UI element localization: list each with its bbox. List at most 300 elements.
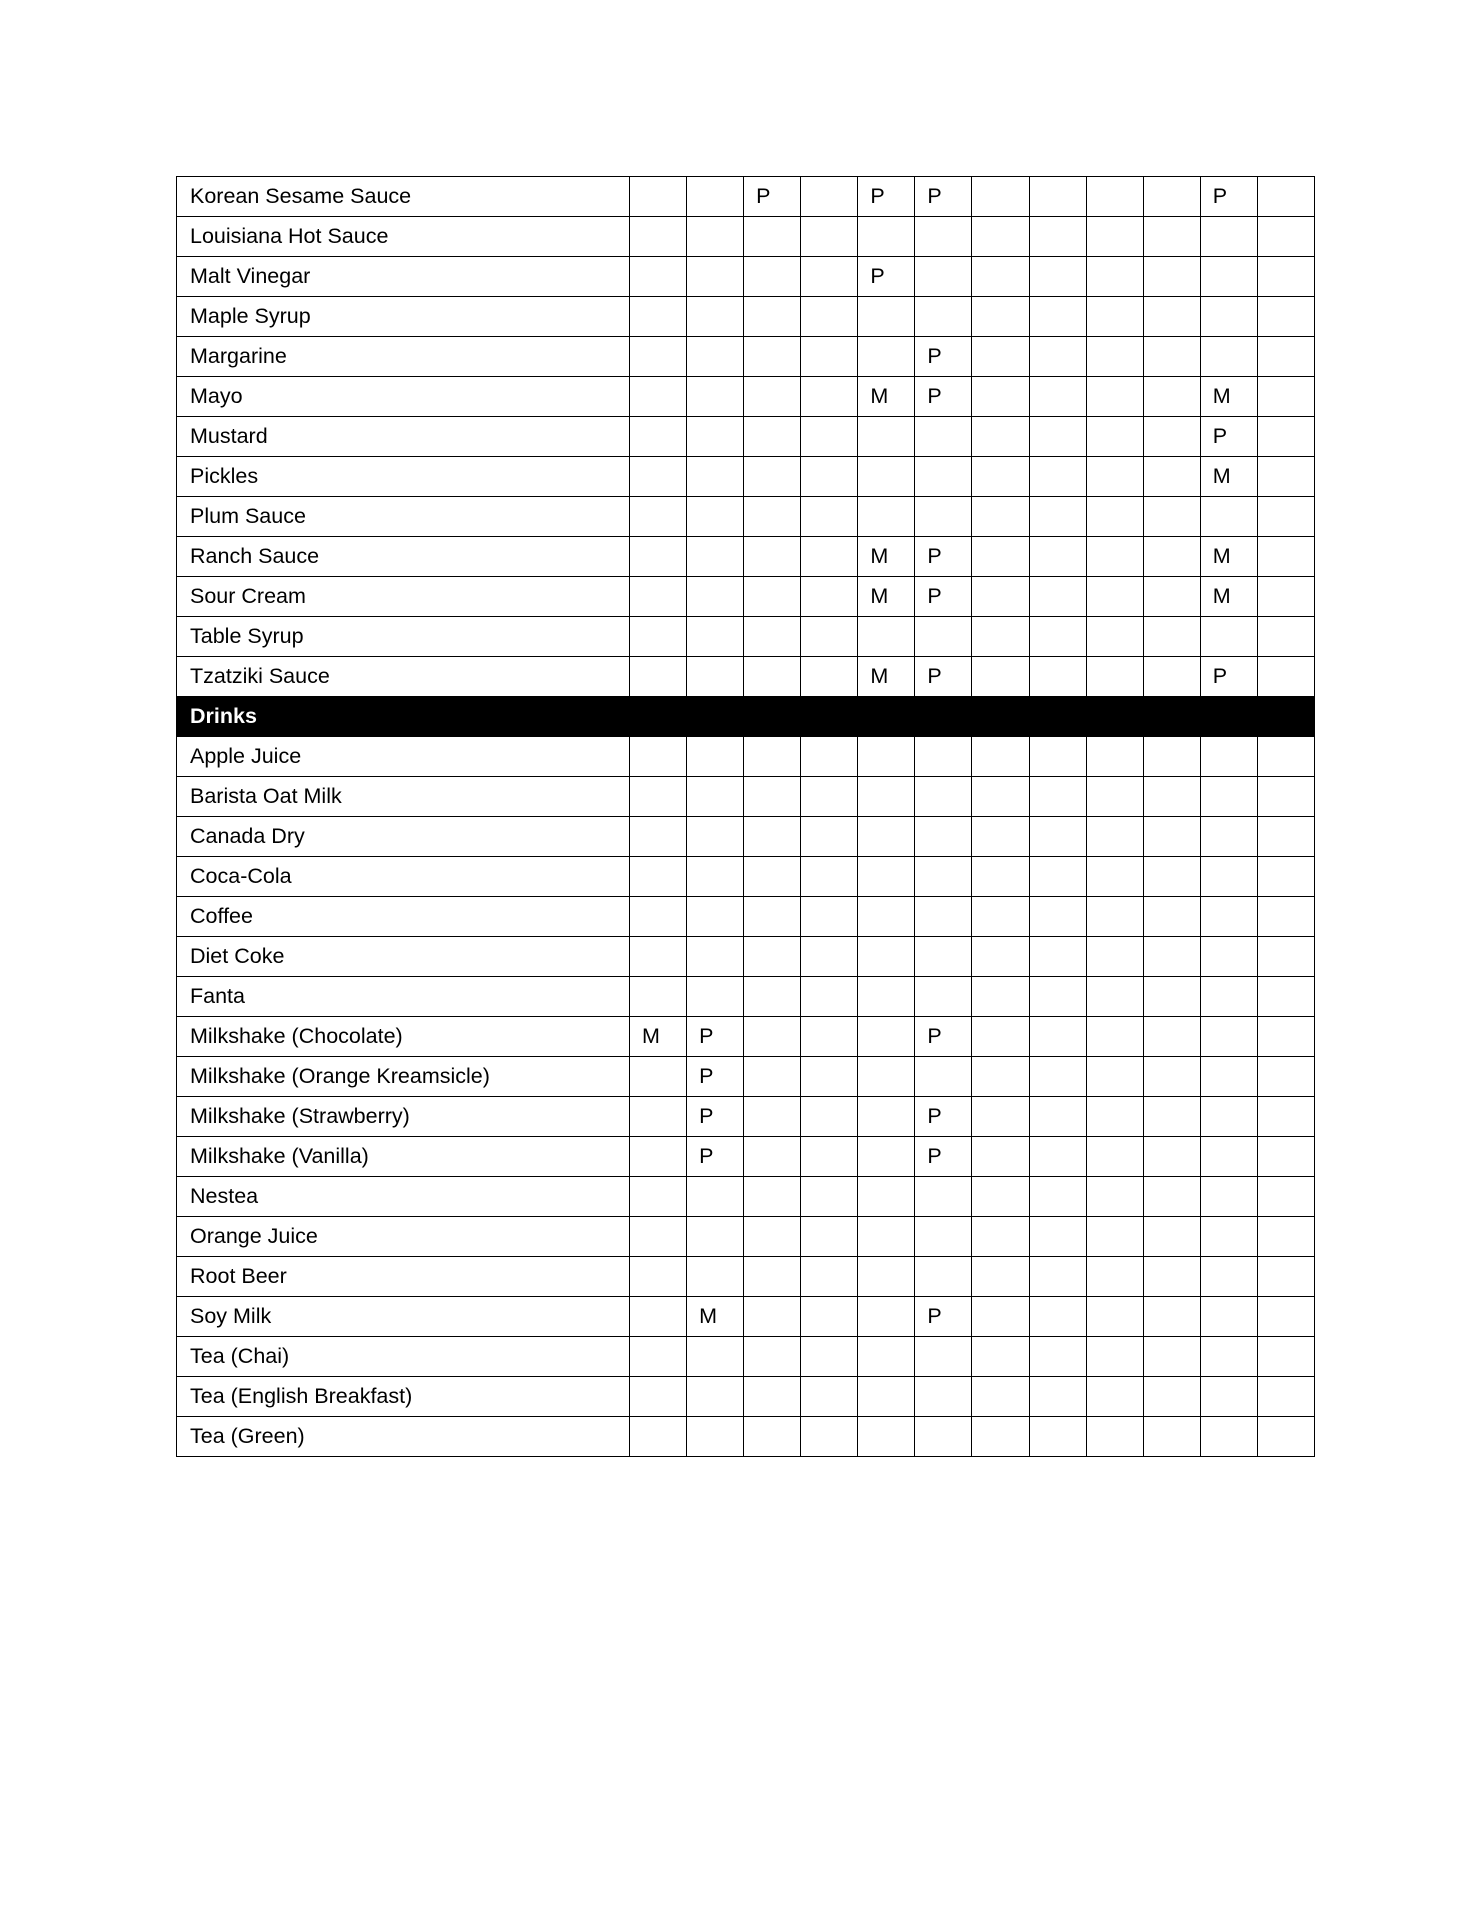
allergen-cell: P <box>1200 417 1257 457</box>
item-name: Nestea <box>177 1177 630 1217</box>
allergen-cell <box>744 337 801 377</box>
allergen-cell <box>1143 777 1200 817</box>
allergen-cell <box>915 617 972 657</box>
item-name: Mustard <box>177 417 630 457</box>
allergen-cell: P <box>915 1137 972 1177</box>
allergen-cell <box>1257 417 1314 457</box>
allergen-cell <box>687 817 744 857</box>
allergen-cell <box>1257 297 1314 337</box>
allergen-cell <box>1029 457 1086 497</box>
allergen-cell <box>1029 1097 1086 1137</box>
allergen-cell <box>1257 897 1314 937</box>
table-row <box>177 1217 1315 1257</box>
allergen-cell <box>1143 817 1200 857</box>
allergen-cell <box>1029 537 1086 577</box>
allergen-cell <box>744 257 801 297</box>
allergen-cell <box>858 1417 915 1457</box>
item-name: Tea (Green) <box>177 1417 630 1457</box>
allergen-cell <box>972 497 1029 537</box>
allergen-cell <box>1200 737 1257 777</box>
item-name: Milkshake (Chocolate) <box>177 1017 630 1057</box>
allergen-cell <box>858 457 915 497</box>
allergen-cell <box>1086 1217 1143 1257</box>
allergen-cell <box>744 1377 801 1417</box>
allergen-cell <box>1257 1217 1314 1257</box>
allergen-cell <box>972 1337 1029 1377</box>
allergen-cell <box>801 297 858 337</box>
allergen-cell <box>1257 817 1314 857</box>
allergen-cell <box>858 777 915 817</box>
allergen-cell <box>915 1377 972 1417</box>
item-name: Orange Juice <box>177 1217 630 1257</box>
allergen-cell <box>744 857 801 897</box>
allergen-cell <box>1086 297 1143 337</box>
allergen-cell <box>687 577 744 617</box>
allergen-cell <box>744 217 801 257</box>
allergen-cell <box>858 1057 915 1097</box>
allergen-cell <box>1029 657 1086 697</box>
table-row <box>177 217 1315 257</box>
allergen-cell <box>915 497 972 537</box>
allergen-cell <box>630 1417 687 1457</box>
allergen-cell: P <box>915 177 972 217</box>
allergen-cell <box>972 617 1029 657</box>
allergen-cell <box>1029 817 1086 857</box>
allergen-cell <box>1143 537 1200 577</box>
allergen-cell <box>1200 217 1257 257</box>
allergen-cell <box>1257 617 1314 657</box>
table-row <box>177 1057 1315 1097</box>
allergen-cell <box>1029 1217 1086 1257</box>
allergen-cell <box>1200 297 1257 337</box>
allergen-cell: P <box>915 1097 972 1137</box>
table-row <box>177 737 1315 777</box>
allergen-cell <box>1086 977 1143 1017</box>
allergen-cell <box>744 1337 801 1377</box>
allergen-cell <box>1143 617 1200 657</box>
allergen-cell <box>1029 737 1086 777</box>
allergen-cell <box>744 537 801 577</box>
allergen-cell <box>1086 257 1143 297</box>
allergen-cell <box>972 377 1029 417</box>
allergen-cell <box>687 177 744 217</box>
item-name: Milkshake (Orange Kreamsicle) <box>177 1057 630 1097</box>
allergen-cell <box>687 537 744 577</box>
allergen-cell <box>801 577 858 617</box>
allergen-cell <box>630 217 687 257</box>
allergen-cell <box>1143 417 1200 457</box>
allergen-cell <box>915 1057 972 1097</box>
allergen-cell <box>687 1177 744 1217</box>
allergen-cell <box>1086 617 1143 657</box>
allergen-cell <box>687 377 744 417</box>
allergen-cell <box>1086 1177 1143 1217</box>
allergen-cell: M <box>687 1297 744 1337</box>
allergen-cell: M <box>1200 377 1257 417</box>
allergen-cell <box>858 1257 915 1297</box>
allergen-cell <box>801 737 858 777</box>
allergen-cell: M <box>858 577 915 617</box>
allergen-cell <box>1086 737 1143 777</box>
allergen-cell: P <box>858 257 915 297</box>
allergen-cell <box>630 297 687 337</box>
item-name: Soy Milk <box>177 1297 630 1337</box>
allergen-cell <box>744 657 801 697</box>
allergen-cell <box>1200 1057 1257 1097</box>
allergen-cell <box>858 1337 915 1377</box>
table-row <box>177 777 1315 817</box>
allergen-cell <box>1143 1417 1200 1457</box>
allergen-cell <box>915 937 972 977</box>
allergen-cell <box>915 297 972 337</box>
allergen-cell <box>801 777 858 817</box>
allergen-cell: M <box>858 657 915 697</box>
allergen-cell <box>801 1257 858 1297</box>
allergen-cell <box>1029 777 1086 817</box>
allergen-cell <box>1200 1297 1257 1337</box>
allergen-cell <box>1029 1137 1086 1177</box>
table-row <box>177 1417 1315 1457</box>
section-header-row <box>177 697 1315 737</box>
table-row <box>177 657 1315 697</box>
allergen-cell <box>1029 1417 1086 1457</box>
allergen-cell <box>801 1377 858 1417</box>
allergen-cell <box>687 297 744 337</box>
allergen-cell <box>915 817 972 857</box>
allergen-cell <box>1200 1017 1257 1057</box>
allergen-cell <box>858 337 915 377</box>
allergen-cell <box>687 897 744 937</box>
allergen-cell <box>687 617 744 657</box>
table-row <box>177 1137 1315 1177</box>
allergen-cell <box>1143 577 1200 617</box>
allergen-cell <box>972 1057 1029 1097</box>
allergen-cell <box>630 817 687 857</box>
allergen-cell <box>744 497 801 537</box>
item-name: Korean Sesame Sauce <box>177 177 630 217</box>
allergen-cell <box>801 897 858 937</box>
allergen-cell <box>1143 1297 1200 1337</box>
allergen-cell <box>801 617 858 657</box>
item-name: Apple Juice <box>177 737 630 777</box>
allergen-cell <box>1029 937 1086 977</box>
allergen-cell <box>1029 497 1086 537</box>
allergen-cell <box>1200 497 1257 537</box>
allergen-cell <box>1200 1257 1257 1297</box>
allergen-cell <box>915 1177 972 1217</box>
allergen-cell <box>630 1217 687 1257</box>
allergen-cell <box>744 977 801 1017</box>
allergen-cell <box>744 777 801 817</box>
item-name: Tzatziki Sauce <box>177 657 630 697</box>
allergen-cell <box>687 457 744 497</box>
allergen-cell <box>972 1017 1029 1057</box>
item-name: Barista Oat Milk <box>177 777 630 817</box>
allergen-cell <box>1029 1377 1086 1417</box>
allergen-cell <box>801 937 858 977</box>
item-name: Mayo <box>177 377 630 417</box>
allergen-cell <box>801 1177 858 1217</box>
allergen-cell <box>915 417 972 457</box>
table-row <box>177 537 1315 577</box>
allergen-cell <box>1143 1137 1200 1177</box>
allergen-cell: P <box>915 1017 972 1057</box>
allergen-cell <box>1200 337 1257 377</box>
allergen-cell <box>1143 1017 1200 1057</box>
allergen-cell <box>687 257 744 297</box>
allergen-cell <box>744 1097 801 1137</box>
allergen-cell <box>630 177 687 217</box>
allergen-cell <box>1257 1097 1314 1137</box>
allergen-cell: P <box>1200 177 1257 217</box>
allergen-cell <box>1086 1297 1143 1337</box>
allergen-cell <box>630 977 687 1017</box>
allergen-cell <box>744 737 801 777</box>
allergen-cell <box>630 657 687 697</box>
item-name: Maple Syrup <box>177 297 630 337</box>
allergen-cell <box>687 1417 744 1457</box>
allergen-cell: P <box>915 337 972 377</box>
allergen-cell <box>744 1177 801 1217</box>
table-row <box>177 1297 1315 1337</box>
allergen-cell <box>1029 1257 1086 1297</box>
allergen-cell: M <box>1200 537 1257 577</box>
allergen-cell <box>1257 537 1314 577</box>
allergen-cell <box>1257 457 1314 497</box>
allergen-cell <box>801 457 858 497</box>
allergen-cell <box>1257 1297 1314 1337</box>
allergen-cell <box>1029 377 1086 417</box>
allergen-cell <box>1086 1057 1143 1097</box>
allergen-cell <box>972 737 1029 777</box>
table-row <box>177 577 1315 617</box>
allergen-cell <box>1200 1097 1257 1137</box>
item-name: Canada Dry <box>177 817 630 857</box>
allergen-cell <box>1257 217 1314 257</box>
allergen-cell <box>744 1217 801 1257</box>
allergen-cell <box>1143 337 1200 377</box>
allergen-cell <box>744 1417 801 1457</box>
allergen-cell <box>972 1377 1029 1417</box>
allergen-cell <box>744 297 801 337</box>
allergen-cell <box>801 377 858 417</box>
allergen-cell <box>744 617 801 657</box>
allergen-cell <box>630 1337 687 1377</box>
allergen-cell: M <box>858 537 915 577</box>
allergen-cell <box>744 1297 801 1337</box>
allergen-cell <box>972 337 1029 377</box>
item-name: Coffee <box>177 897 630 937</box>
item-name: Tea (English Breakfast) <box>177 1377 630 1417</box>
allergen-cell <box>1257 1057 1314 1097</box>
allergen-cell <box>1029 1297 1086 1337</box>
allergen-cell <box>858 1177 915 1217</box>
allergen-cell <box>1086 1417 1143 1457</box>
allergen-cell <box>1143 1097 1200 1137</box>
allergen-cell <box>630 337 687 377</box>
allergen-cell <box>1200 977 1257 1017</box>
allergen-cell <box>915 1417 972 1457</box>
allergen-cell <box>1143 457 1200 497</box>
allergen-cell <box>630 857 687 897</box>
allergen-cell <box>1200 1137 1257 1177</box>
allergen-cell <box>1200 1377 1257 1417</box>
allergen-cell <box>1143 297 1200 337</box>
allergen-cell <box>1257 977 1314 1017</box>
allergen-cell <box>1029 617 1086 657</box>
allergen-cell <box>1086 937 1143 977</box>
allergen-cell <box>801 177 858 217</box>
table-row <box>177 1337 1315 1377</box>
allergen-cell <box>972 657 1029 697</box>
allergen-cell <box>1257 177 1314 217</box>
item-name: Margarine <box>177 337 630 377</box>
allergen-cell <box>687 217 744 257</box>
allergen-cell <box>1257 857 1314 897</box>
allergen-cell <box>972 1217 1029 1257</box>
allergen-cell <box>687 1377 744 1417</box>
item-name: Malt Vinegar <box>177 257 630 297</box>
allergen-cell <box>801 497 858 537</box>
allergen-cell <box>801 1417 858 1457</box>
allergen-cell <box>1257 1177 1314 1217</box>
allergen-cell <box>1086 177 1143 217</box>
allergen-cell <box>1143 857 1200 897</box>
item-name: Tea (Chai) <box>177 1337 630 1377</box>
allergen-cell <box>1086 1137 1143 1177</box>
allergen-cell <box>744 937 801 977</box>
allergen-cell <box>801 537 858 577</box>
allergen-cell <box>744 577 801 617</box>
allergen-cell <box>687 497 744 537</box>
allergen-cell <box>1200 937 1257 977</box>
allergen-cell <box>744 1017 801 1057</box>
allergen-cell: P <box>687 1137 744 1177</box>
allergen-cell <box>858 417 915 457</box>
allergen-cell <box>1143 737 1200 777</box>
allergen-cell <box>1086 377 1143 417</box>
allergen-cell: P <box>915 537 972 577</box>
allergen-cell <box>1143 257 1200 297</box>
allergen-cell <box>1143 937 1200 977</box>
allergen-cell <box>972 857 1029 897</box>
table-row <box>177 257 1315 297</box>
allergen-cell <box>858 937 915 977</box>
allergen-cell <box>801 1337 858 1377</box>
allergen-cell <box>1200 257 1257 297</box>
allergen-cell <box>1029 1177 1086 1217</box>
allergen-cell: M <box>630 1017 687 1057</box>
allergen-cell: P <box>915 657 972 697</box>
allergen-cell <box>1200 1417 1257 1457</box>
allergen-cell <box>1257 657 1314 697</box>
allergen-cell <box>1029 977 1086 1017</box>
allergen-cell <box>687 1257 744 1297</box>
allergen-cell <box>858 1137 915 1177</box>
table-row <box>177 417 1315 457</box>
table-row <box>177 177 1315 217</box>
allergen-cell <box>972 1177 1029 1217</box>
allergen-cell <box>858 617 915 657</box>
allergen-cell <box>1200 857 1257 897</box>
allergen-cell <box>687 417 744 457</box>
allergen-cell <box>972 217 1029 257</box>
allergen-cell <box>630 377 687 417</box>
allergen-cell <box>1257 737 1314 777</box>
allergen-cell <box>858 217 915 257</box>
allergen-cell <box>1086 777 1143 817</box>
allergen-cell <box>1086 1017 1143 1057</box>
allergen-cell <box>1200 617 1257 657</box>
allergen-cell <box>1257 577 1314 617</box>
allergen-cell <box>1143 1057 1200 1097</box>
allergen-cell <box>687 857 744 897</box>
allergen-cell <box>630 1057 687 1097</box>
table-row <box>177 1017 1315 1057</box>
allergen-cell <box>972 937 1029 977</box>
allergen-cell <box>1029 1337 1086 1377</box>
table-row <box>177 817 1315 857</box>
allergen-cell <box>1200 1177 1257 1217</box>
allergen-cell <box>858 297 915 337</box>
allergen-cell <box>915 1257 972 1297</box>
item-name: Pickles <box>177 457 630 497</box>
allergen-cell <box>744 1257 801 1297</box>
allergen-cell <box>801 257 858 297</box>
allergen-cell <box>1086 337 1143 377</box>
allergen-cell <box>1143 897 1200 937</box>
allergen-cell: P <box>915 377 972 417</box>
allergen-cell <box>972 1297 1029 1337</box>
allergen-cell <box>972 537 1029 577</box>
allergen-cell <box>1086 1097 1143 1137</box>
allergen-cell <box>687 937 744 977</box>
allergen-cell <box>630 1137 687 1177</box>
allergen-cell: P <box>1200 657 1257 697</box>
allergen-cell: P <box>858 177 915 217</box>
allergen-table <box>176 176 1315 1457</box>
allergen-cell <box>630 257 687 297</box>
allergen-cell <box>858 1097 915 1137</box>
allergen-cell <box>1257 497 1314 537</box>
item-name: Ranch Sauce <box>177 537 630 577</box>
allergen-cell <box>687 1217 744 1257</box>
allergen-cell <box>972 1257 1029 1297</box>
allergen-cell <box>1029 897 1086 937</box>
allergen-cell <box>1143 497 1200 537</box>
allergen-cell <box>1086 457 1143 497</box>
allergen-cell <box>858 897 915 937</box>
allergen-cell: M <box>858 377 915 417</box>
allergen-cell <box>858 1217 915 1257</box>
table-row <box>177 337 1315 377</box>
allergen-cell <box>744 417 801 457</box>
allergen-cell <box>630 417 687 457</box>
allergen-cell <box>1143 1257 1200 1297</box>
allergen-cell: M <box>1200 577 1257 617</box>
allergen-cell <box>915 1337 972 1377</box>
allergen-cell <box>1029 417 1086 457</box>
table-row <box>177 297 1315 337</box>
allergen-cell <box>630 1377 687 1417</box>
allergen-cell <box>858 817 915 857</box>
allergen-cell <box>1143 977 1200 1017</box>
allergen-cell: P <box>744 177 801 217</box>
allergen-cell <box>1257 1337 1314 1377</box>
allergen-cell <box>630 577 687 617</box>
allergen-cell <box>915 857 972 897</box>
allergen-cell <box>801 657 858 697</box>
